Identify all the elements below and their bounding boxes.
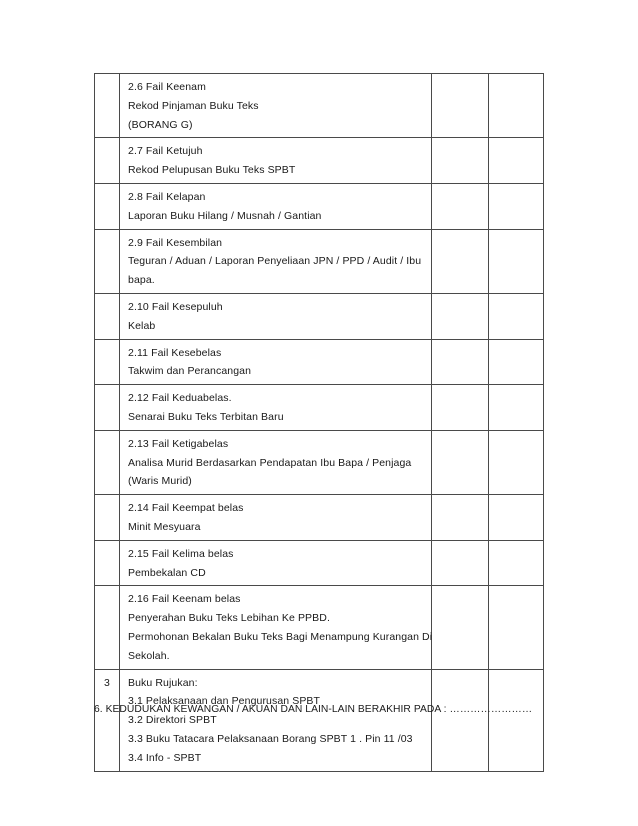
table-row bbox=[95, 74, 544, 138]
check-cell-b bbox=[489, 183, 544, 229]
check-cell-b bbox=[489, 540, 544, 586]
financial-status-footer: 6. KEDUDUKAN KEWANGAN / AKUAN DAN LAIN-LAIN BERAKHIR PADA : …………………… bbox=[94, 704, 533, 715]
description-line: Analisa Murid Berdasarkan Pendapatan Ibu Bapa / Penjaga bbox=[128, 456, 412, 469]
row-number-cell bbox=[95, 229, 120, 293]
check-cell-b bbox=[489, 74, 544, 138]
table-row bbox=[95, 183, 544, 229]
table-row bbox=[95, 669, 544, 771]
row-number-cell bbox=[95, 385, 120, 431]
checklist-table bbox=[94, 73, 544, 772]
row-number-cell bbox=[95, 540, 120, 586]
check-cell-a bbox=[432, 586, 489, 669]
description-line: Takwim dan Perancangan bbox=[128, 365, 252, 378]
description-line: 2.7 Fail Ketujuh bbox=[128, 145, 203, 158]
item-description-cell bbox=[120, 293, 432, 339]
description-line: Sekolah. bbox=[128, 649, 170, 662]
description-line: 3.4 Info - SPBT bbox=[128, 751, 202, 764]
description-line: 3.1 Pelaksanaan dan Pengurusan SPBT bbox=[128, 695, 321, 708]
description-line: Teguran / Aduan / Laporan Penyeliaan JPN / PPD / Audit / Ibu bbox=[128, 255, 422, 268]
row-number-cell bbox=[95, 138, 120, 184]
check-cell-b bbox=[489, 586, 544, 669]
description-line: Pembekalan CD bbox=[128, 566, 206, 579]
description-line: Minit Mesyuara bbox=[128, 520, 201, 533]
table-row bbox=[95, 293, 544, 339]
description-line: 2.15 Fail Kelima belas bbox=[128, 547, 234, 560]
row-number-cell: 3 bbox=[95, 669, 120, 771]
item-description-cell bbox=[120, 183, 432, 229]
table-row bbox=[95, 229, 544, 293]
description-line: Rekod Pelupusan Buku Teks SPBT bbox=[128, 164, 296, 177]
check-cell-b bbox=[489, 339, 544, 385]
description-line: 2.16 Fail Keenam belas bbox=[128, 593, 241, 606]
table-row bbox=[95, 430, 544, 494]
row-number-cell bbox=[95, 430, 120, 494]
check-cell-a bbox=[432, 669, 489, 771]
check-cell-a bbox=[432, 74, 489, 138]
description-line: Kelab bbox=[128, 319, 156, 332]
check-cell-a bbox=[432, 138, 489, 184]
check-cell-b bbox=[489, 669, 544, 771]
checklist-table-body bbox=[95, 74, 544, 772]
description-line: 2.9 Fail Kesembilan bbox=[128, 236, 223, 249]
check-cell-a bbox=[432, 339, 489, 385]
item-description-cell bbox=[120, 586, 432, 669]
description-line: Penyerahan Buku Teks Lebihan Ke PPBD. bbox=[128, 612, 330, 625]
check-cell-a bbox=[432, 430, 489, 494]
check-cell-b bbox=[489, 229, 544, 293]
check-cell-b bbox=[489, 430, 544, 494]
description-line: Permohonan Bekalan Buku Teks Bagi Menampung Kurangan Di bbox=[128, 630, 433, 643]
description-line: Senarai Buku Teks Terbitan Baru bbox=[128, 410, 284, 423]
row-number-cell bbox=[95, 586, 120, 669]
description-line: 2.11 Fail Kesebelas bbox=[128, 346, 222, 359]
table-row bbox=[95, 138, 544, 184]
item-description-cell bbox=[120, 540, 432, 586]
check-cell-b bbox=[489, 495, 544, 541]
table-row bbox=[95, 495, 544, 541]
check-cell-b bbox=[489, 293, 544, 339]
item-description-cell bbox=[120, 669, 432, 771]
row-number-cell bbox=[95, 495, 120, 541]
description-line: 2.10 Fail Kesepuluh bbox=[128, 300, 223, 313]
table-row bbox=[95, 540, 544, 586]
description-line: Laporan Buku Hilang / Musnah / Gantian bbox=[128, 209, 322, 222]
row-number-cell bbox=[95, 183, 120, 229]
check-cell-b bbox=[489, 385, 544, 431]
description-line: 2.14 Fail Keempat belas bbox=[128, 502, 244, 515]
description-line: 2.12 Fail Keduabelas. bbox=[128, 392, 232, 405]
description-line: (BORANG G) bbox=[128, 118, 193, 131]
check-cell-a bbox=[432, 293, 489, 339]
description-line: (Waris Murid) bbox=[128, 475, 192, 488]
item-description-cell bbox=[120, 339, 432, 385]
row-number-cell bbox=[95, 293, 120, 339]
item-description-cell bbox=[120, 385, 432, 431]
description-line: 3.2 Direktori SPBT bbox=[128, 714, 217, 727]
item-description-cell bbox=[120, 495, 432, 541]
table-row bbox=[95, 339, 544, 385]
description-line: Buku Rujukan: bbox=[128, 676, 198, 689]
item-description-cell bbox=[120, 138, 432, 184]
description-line: 2.8 Fail Kelapan bbox=[128, 190, 206, 203]
check-cell-a bbox=[432, 385, 489, 431]
check-cell-a bbox=[432, 183, 489, 229]
item-description-cell bbox=[120, 74, 432, 138]
check-cell-a bbox=[432, 229, 489, 293]
row-number-cell bbox=[95, 339, 120, 385]
check-cell-b bbox=[489, 138, 544, 184]
row-number-cell bbox=[95, 74, 120, 138]
description-line: 2.6 Fail Keenam bbox=[128, 81, 206, 93]
check-cell-a bbox=[432, 540, 489, 586]
item-description-cell bbox=[120, 229, 432, 293]
description-line: 3.3 Buku Tatacara Pelaksanaan Borang SPBT 1 . Pin 11 /03 bbox=[128, 732, 413, 745]
table-row bbox=[95, 385, 544, 431]
check-cell-a bbox=[432, 495, 489, 541]
description-line: bapa. bbox=[128, 274, 155, 287]
description-line: Rekod Pinjaman Buku Teks bbox=[128, 99, 259, 112]
item-description-cell bbox=[120, 430, 432, 494]
description-line: 2.13 Fail Ketigabelas bbox=[128, 437, 229, 450]
table-row bbox=[95, 586, 544, 669]
